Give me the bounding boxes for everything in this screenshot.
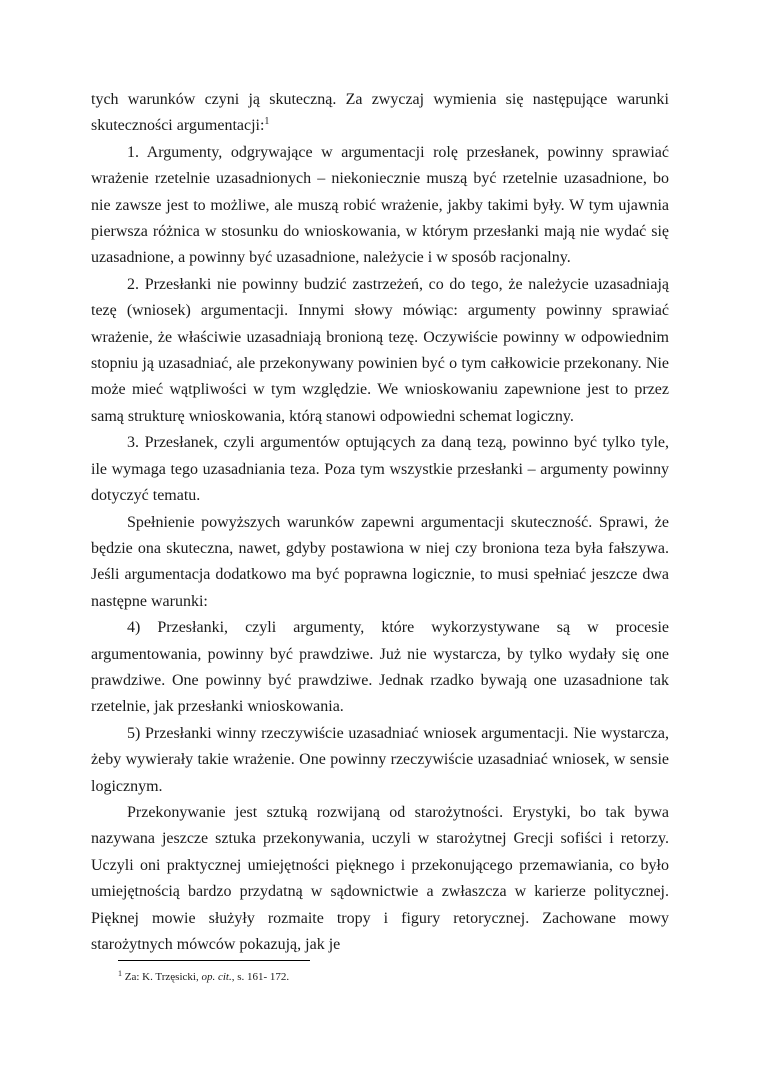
paragraph-summary: Spełnienie powyższych warunków zapewni argumentacji skuteczność. Sprawi, że będzie ona skuteczna, nawet, gdyby postawiona w niej czy broniona teza była fałszywa. Jeśli argumentacja dodatkowo ma być poprawna logicznie, to musi spełniać jeszcze dwa następne warunki:	[91, 513, 669, 610]
footnote-prefix: Za: K. Trzęsicki,	[124, 971, 199, 983]
paragraph-condition-1: 1. Argumenty, odgrywające w argumentacji rolę przesłanek, powinny sprawiać wrażenie rzetelnie uzasadnionych – niekoniecznie muszą być rzetelnie uzasadnione, bo nie zawsze jest to możliwe, ale muszą robić wrażenie, jakby takimi były. W tym ujawnia pierwsza różnica w stosunku do wnioskowania, w którym przesłanki mają nie wydać się uzasadnione, a powinny być uzasadnione, należycie i w sposób racjonalny.	[91, 143, 669, 267]
paragraph-continuation: tych warunków czyni ją skuteczną. Za zwyczaj wymienia się następujące warunki skuteczności argumentacji:$^1$	[91, 91, 669, 135]
footnote	[118, 970, 638, 984]
body-text	[91, 87, 669, 958]
footnote-suffix: , s. 161- 172.	[231, 971, 290, 983]
footnote-italic: op. cit.	[201, 971, 232, 983]
footnote-reference[interactable]: 1	[264, 116, 270, 128]
footnote-separator	[118, 960, 310, 961]
footnote-number: 1	[118, 969, 122, 978]
paragraph-condition-3: 3. Przesłanek, czyli argumentów optujących za daną tezą, powinno być tylko tyle, ile wymaga tego uzasadniania teza. Poza tym wszystkie przesłanki – argumenty powinny dotyczyć tematu.	[91, 434, 669, 505]
paragraph-condition-5: 5) Przesłanki winny rzeczywiście uzasadniać wniosek argumentacji. Nie wystarcza, żeby wywierały takie wrażenie. One powinny rzeczywiście uzasadniać wniosek, w sensie logicznym.	[91, 724, 669, 795]
paragraph-condition-4: 4) Przesłanki, czyli argumenty, które wykorzystywane są w procesie argumentowania, powinny być prawdziwe. Już nie wystarcza, by tylko wydały się one prawdziwe. One powinny być prawdziwe. Jednak rzadko bywają one uzasadnione tak rzetelnie, jak przesłanki wnioskowania.	[91, 619, 669, 716]
paragraph-condition-2: 2. Przesłanki nie powinny budzić zastrzeżeń, co do tego, że należycie uzasadniają tezę (wniosek) argumentacji. Innymi słowy mówiąc: argumenty powinny sprawiać wrażenie, że właściwie uzasadniają bronioną tezę. Oczywiście powinny w odpowiednim stopniu ją uzasadniać, ale przekonywany powinien być o tym całkowicie przekonany. Nie może mieć wątpliwości w tym względzie. We wnioskowaniu zapewnione jest to przez samą strukturę wnioskowania, którą stanowi odpowiedni schemat logiczny.	[91, 275, 669, 425]
paragraph-history: Przekonywanie jest sztuką rozwijaną od starożytności. Erystyki, bo tak bywa nazywana jeszcze sztuka przekonywania, uczyli w starożytnej Grecji sofiści i retorzy. Uczyli oni praktycznej umiejętności pięknego i przekonującego przemawiania, co było umiejętnością bardzo przydatną w sądownictwie a zwłaszcza w karierze politycznej. Pięknej mowie służyły rozmaite tropy i figury retorycznej. Zachowane mowy starożytnych mówców pokazują, jak je	[91, 803, 669, 953]
